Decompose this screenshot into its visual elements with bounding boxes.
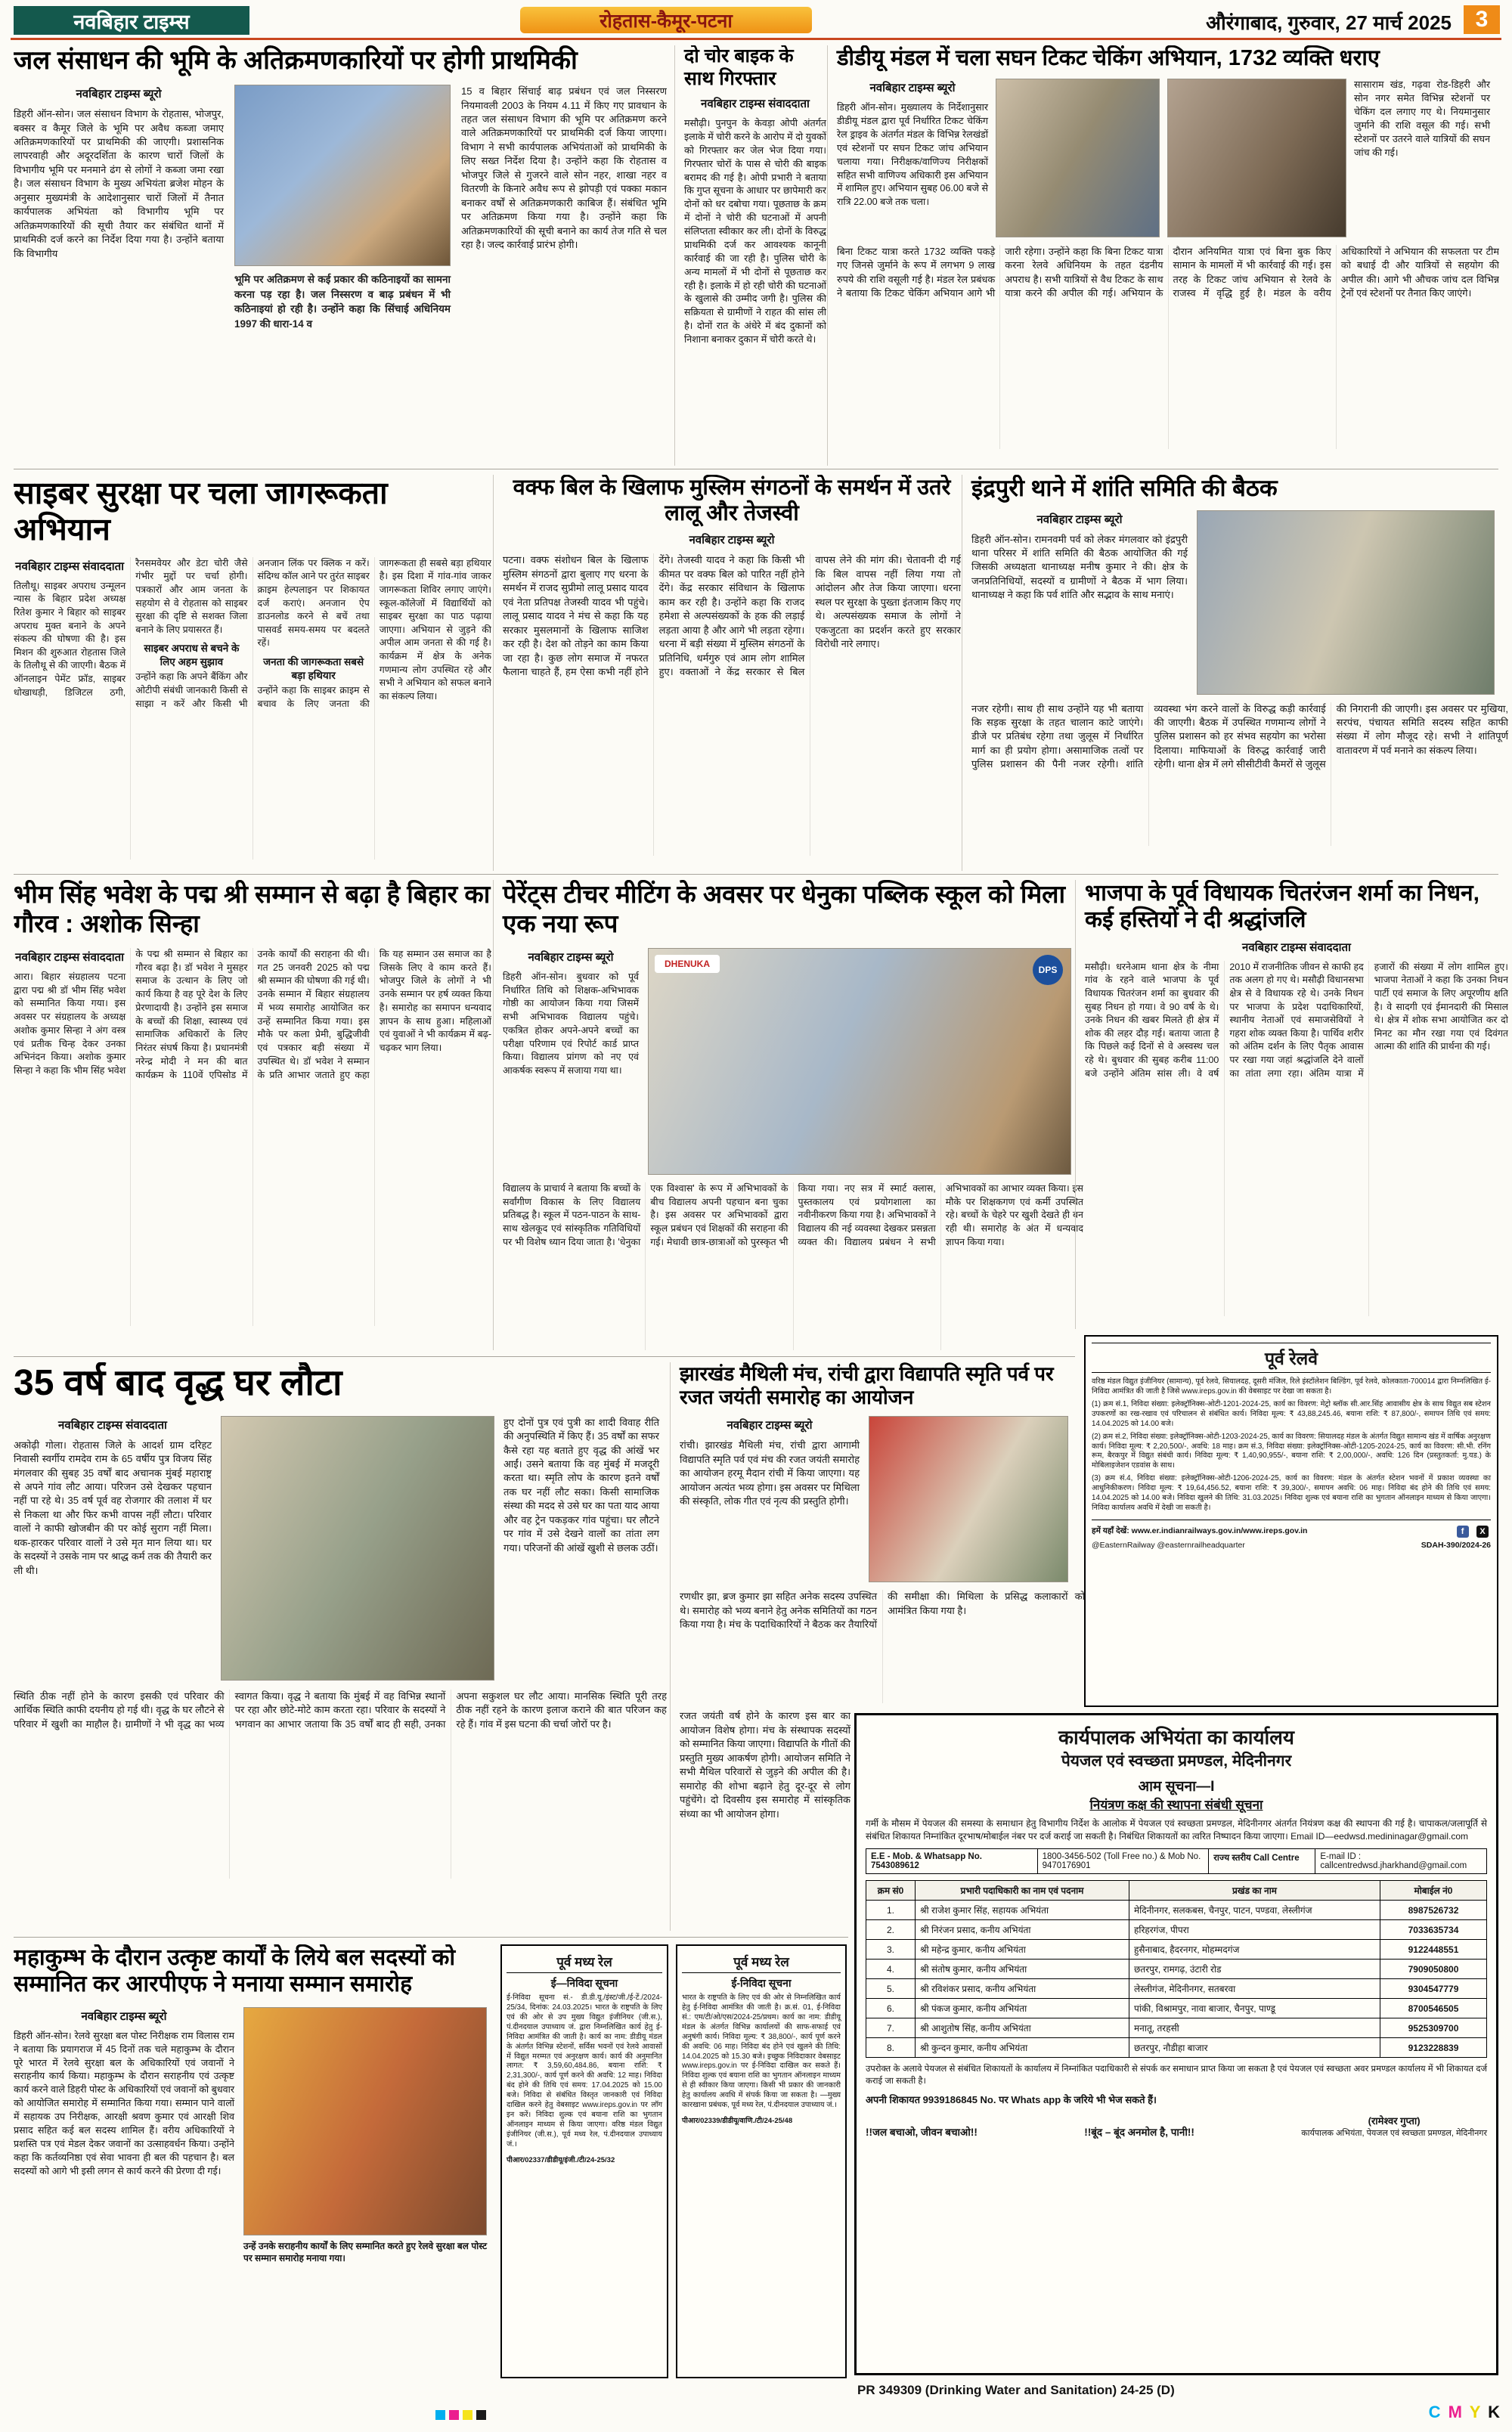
notice-note: उपरोक्त के अलावे पेयजल से संबंधित शिकायतों के कार्यालय में निम्नांकित पदाधिकारी से संपर्क कर समाधान प्राप्त किया जा सकता है एवं पेयजल एवं स्वच्छता अवर प्रमण्डल कार्यालय में भी शिकायत दर्ज कराई जा सकती है। (866, 2065, 1487, 2086)
article-column (243, 2007, 487, 2265)
article-text: सासाराम खंड, गढ़वा रोड-डिहरी और सोन नगर समेत विभिन्न स्टेशनों पर चेकिंग दल लगाए गए थे। नियमानुसार जुर्माने की राशि वसूल की गई। सभी स्टेशनों पर उतरने वाले यात्रियों की सघन जांच की गई। (1354, 79, 1490, 158)
article-text: डिहरी ऑन-सोन। रेलवे सुरक्षा बल पोस्ट निरीक्षक राम विलास राम ने बताया कि प्रयागराज में 45 दिनों तक चले महाकुम्भ के दौरान पूरे भारत में रेलवे सुरक्षा बल के अधिकारियों एवं जवानों ने सराहनीय कार्य किया। महाकुम्भ के दौरान सराहनीय एवं उत्कृष्ट कार्य करने वाले डिहरी पोस्ट के अधिकारियों एवं जवानों को बुधवार को आयोजित समारोह में सम्मानित किया गया। सम्मान पाने वालों में सहायक उप निरीक्षक, आरक्षी श्रवण कुमार एवं आरक्षी शिव प्रसाद सहित कई बल सदस्य शामिल हैं। वरीय अधिकारियों ने प्रशस्ति पत्र एवं मेडल देकर जवानों का उत्साहवर्धन किया। उन्होंने कहा कि कर्तव्यनिष्ठा एवं सेवा भावना ही बल की पहचान है। बल सदस्यों को आगे भी इसी लगन से कार्य करने की प्रेरणा दी गई। (14, 2030, 234, 2176)
article-column (14, 85, 224, 331)
article-dhenuka-school (493, 880, 1083, 1350)
officer-name: श्री संतोष कुमार, कनीय अभियंता (916, 1960, 1129, 1979)
article-ticket-checking (827, 45, 1499, 466)
byline: नवबिहार टाइम्स ब्यूरो (528, 950, 614, 964)
officer-name: श्री राजेश कुमार सिंह, सहायक अभियंता (916, 1901, 1129, 1920)
headline: महाकुम्भ के दौरान उत्कृष्ट कार्यों के लिये बल सदस्यों को सम्मानित कर आरपीएफ ने मनाया सम्मान समारोह (14, 1945, 456, 1997)
officer-name: श्री पंकज कुमार, कनीय अभियंता (916, 1999, 1129, 2018)
signatory-title: कार्यपालक अभियंता, पेयजल एवं स्वच्छता प्रमण्डल, मेदिनीनगर (1301, 2128, 1487, 2138)
article-waqf-bill (493, 475, 961, 871)
region-banner: रोहतास-कैमूर-पटना (520, 7, 812, 33)
phone-number: 9122448551 (1380, 1940, 1487, 1960)
ad-title: ई-निविदा सूचना (731, 1977, 792, 1989)
byline: नवबिहार टाइम्स संवाददाता (1242, 940, 1351, 954)
cyan-letter: C (1428, 2403, 1442, 2421)
section-rule (14, 874, 1498, 875)
slogan: !!जल बचाओ, जीवन बचाओ!! (866, 2126, 978, 2138)
table-row (866, 1940, 1487, 1960)
headline: वक्फ बिल के खिलाफ मुस्लिम संगठनों के समर्थन में उतरे लालू और तेजस्वी (513, 476, 951, 526)
tender-ref: SDAH-390/2024-26 (1421, 1540, 1491, 1550)
article-text: उन्होंने कहा कि अपने बैंकिंग और ओटीपी संबंधी जानकारी किसी से साझा न करें और किसी भी अनजान लिंक पर क्लिक न करें। संदिग्ध कॉल आने पर तुरंत साइबर क्राइम हेल्पलाइन पर शिकायत दर्ज कराएं। अनजान ऐप डाउनलोड करने से बचें तथा पासवर्ड समय-समय पर बदलते रहें। (135, 557, 370, 709)
photo-maithili-gathering (869, 1416, 1068, 1582)
headline: साइबर सुरक्षा पर चला जागरूकता अभियान (14, 476, 388, 547)
social-handles: @EasternRailway @easternrailheadquarter (1092, 1540, 1245, 1550)
newspaper-masthead: नवबिहार टाइम्स (14, 6, 249, 35)
tender-text: भारत के राष्ट्रपति के लिए एवं की ओर से निम्नलिखित कार्य हेतु ई-निविदा आमंत्रित की जाती है। क्र.सं. 01, ई-निविदा सं.: एम/टी/ओ/एस/2024-25/प्रथम। कार्य का नाम: डीडीयू मंडल के अंतर्गत विभिन्न कार्यालयों की साफ-सफाई एवं अनुषंगी कार्य। निविदा मूल्य: ₹ 38,800/-, कार्य पूर्ण करने की अवधि: 06 माह। निविदा बंद होने एवं खुलने की तिथि: 14.04.2025 को 15.30 बजे। इच्छुक निविदाकार वेबसाइट www.ireps.gov.in पर ई-निविदा दाखिल कर सकते हैं। निविदा शुल्क एवं बयाना राशि का भुगतान ऑनलाइन माध्यम से ही स्वीकार किया जाएगा। किसी भी प्रकार की जानकारी हेतु कार्यालय अवधि में संपर्क किया जा सकता है। —मुख्य कारखाना प्रबंधक, पूर्व मध्य रेल, पं.दीनदयाल उपाध्याय जं.। (682, 1994, 841, 2110)
row-sn: 7. (866, 2018, 916, 2038)
article-text: डिहरी ऑन-सोन। जल संसाधन विभाग के रोहतास, भोजपुर, बक्सर व कैमूर जिले के भूमि पर अवैध कब्जा जमाए अतिक्रमणकारियों पर प्राथमिकी की जाएगी। प्रशासनिक लापरवाही और अदूरदर्शिता के कारण चारों जिलों के विभागीय भूमि पर मनमाने ढंग से लोगों ने कब्जा जमा रखा है। जल संसाधन विभाग के मुख्य अभियंता ब्रजेश मोहन के अनुसार मुख्यमंत्री के आदेशानुसार चारों जिलों में तैनात कार्यपालक अभियंता को विभागीय भूमि पर अतिक्रमणकारियों की सूची तैयार कर संबंधित थानों में प्राथमिकी दर्ज करने का निर्देश दिया गया है। उन्होंने बताया कि विभागीय (14, 108, 224, 259)
byline: नवबिहार टाइम्स ब्यूरो (869, 82, 956, 95)
photo-railway-officials (1167, 79, 1346, 237)
contact-cell: E-mail ID : callcentredwsd.jharkhand@gmail.com (1320, 1852, 1467, 1871)
article-text: विद्यालय के प्राचार्य ने बताया कि बच्चों के सर्वांगीण विकास के लिए विद्यालय प्रतिबद्ध है। स्कूल में पठन-पाठन के साथ-साथ खेलकूद एवं सांस्कृतिक गतिविधियों पर भी विशेष ध्यान दिया जाता है। 'धेनुका एक विश्वास' के रूप में अभिभावकों के बीच विद्यालय अपनी पहचान बना चुका है। इस अवसर पर अभिभावकों द्वारा स्कूल प्रबंधन एवं शिक्षकों की सराहना की गई। मेधावी छात्र-छात्राओं को पुरस्कृत भी किया गया। नए सत्र में स्मार्ट क्लास, पुस्तकालय एवं प्रयोगशाला का नवीनीकरण किया गया है। अभिभावकों ने विद्यालय की नई व्यवस्था देखकर प्रसन्नता व्यक्त की। विद्यालय प्रबंधन ने सभी अभिभावकों का आभार व्यक्त किया। इस मौके पर शिक्षकगण एवं कर्मी उपस्थित रहे। बच्चों के चेहरे पर खुशी देखते ही बन रही थी। समारोह के अंत में धन्यवाद ज्ञापन किया गया। (503, 1182, 1083, 1247)
article-mla-obituary (1075, 880, 1508, 1329)
photo-peace-meeting (1197, 510, 1495, 695)
tender-ref: पीआर/02337/डीडीयू/इंजी./टी/24-25/32 (507, 2155, 615, 2164)
yellow-letter: Y (1469, 2403, 1482, 2421)
byline: नवबिहार टाइम्स संवाददाता (58, 1418, 167, 1432)
pull-quote: भूमि पर अतिक्रमण से कई प्रकार की कठिनाइयों का सामना करना पड़ रहा है। जल निस्सरण व बाढ़ प्रबंधन में भी कठिनाइयां हो रही है। उन्होंने कहा कि सिंचाई अधिनियम 1997 की धारा-14 व (234, 274, 451, 330)
magenta-mark (449, 2410, 459, 2420)
byline: नवबिहार टाइम्स ब्यूरो (689, 534, 775, 547)
phone-number: 9304547779 (1380, 1979, 1487, 1999)
article-text: उन्होंने कहा कि साइबर क्राइम से बचाव के लिए जनता की जागरूकता ही सबसे बड़ा हथियार है। इस दिशा में गांव-गांव जाकर जागरूकता शिविर लगाए जाएंगे। स्कूल-कॉलेजों में विद्यार्थियों को साइबर सुरक्षा का पाठ पढ़ाया जाएगा। अभियान से जुड़ने की अपील आम जनता से की गई है। कार्यक्रम में क्षेत्र के अनेक गणमान्य लोग उपस्थित रहे और सभी ने अभियान को सफल बनाने का संकल्प लिया। (257, 557, 491, 709)
block-names: मेदिनीनगर, सलकबस, चैनपुर, पाटन, पण्डवा, लेस्लीगंज (1129, 1901, 1380, 1920)
table-row (866, 1999, 1487, 2018)
block-names: छतरपुर, रामगढ़, उंटारी रोड (1129, 1960, 1380, 1979)
article-text: स्थिति ठीक नहीं होने के कारण इसकी एवं परिवार की आर्थिक स्थिति काफी दयनीय हो गई थी। वृद्ध के घर लौटने से परिवार में खुशी का माहौल है। ग्रामीणों ने भी वृद्ध का भव्य स्वागत किया। वृद्ध ने बताया कि मुंबई में वह विभिन्न स्थानों पर रहा और छोटे-मोटे काम करता रहा। परिवार के सदस्यों ने भगवान का आभार जताया कि 35 वर्षों बाद ही सही, उनका अपना सकुशल घर लौट आया। मानसिक स्थिति पूरी तरह ठीक नहीं रहने के कारण इलाज कराने की बात परिजन कह रहे हैं। गांव में इस घटना की चर्चा जोरों पर है। (14, 1690, 667, 1730)
block-names: मनातू, तरहसी (1129, 2018, 1380, 2038)
column-header: प्रखंड का नाम (1129, 1881, 1380, 1901)
article-elder-returns (14, 1362, 667, 1931)
table-row (866, 2018, 1487, 2038)
article-text: रणधीर झा, ब्रज कुमार झा सहित अनेक सदस्य उपस्थित थे। समारोह को भव्य बनाने हेतु अनेक समितियों का गठन किया गया है। मंच के पदाधिकारियों ने बैठक कर तैयारियों की समीक्षा की। मिथिला के प्रसिद्ध कलाकारों को आमंत्रित किया गया है। (680, 1591, 1085, 1631)
article-column (503, 1416, 659, 1681)
ad-ecr-tender-1 (500, 1944, 668, 2378)
black-letter: K (1488, 2403, 1501, 2421)
ad-brand: पूर्व मध्य रेल (682, 1950, 841, 1973)
officer-name: श्री आशुतोष सिंह, कनीय अभियंता (916, 2018, 1129, 2038)
section-rule (14, 1356, 1075, 1357)
block-names: हुसैनाबाद, हैदरनगर, मोहम्मदगंज (1129, 1940, 1380, 1960)
headline: डीडीयू मंडल में चला सघन टिकट चेकिंग अभियान, 1732 व्यक्ति धराए (837, 46, 1380, 70)
byline: नवबिहार टाइम्स ब्यूरो (727, 1419, 813, 1433)
article-column (680, 1416, 860, 1582)
table-row (866, 1979, 1487, 1999)
social-icons (1455, 1524, 1491, 1538)
photo-official-portrait (234, 85, 451, 266)
article-text: डिहरी ऑन-सोन। मुख्यालय के निर्देशानुसार डीडीयू मंडल द्वारा पूर्व निर्धारित टिकट चेकिंग रेल ड्राइव के अंतर्गत मंडल के विभिन्न रेलखंडों एवं स्टेशनों पर सघन टिकट जांच अभियान चलाया गया। निरीक्षक/वाणिज्य निरीक्षकों सहित सभी वाणिज्य अधिकारी इस अभियान में शामिल हुए। अभियान सुबह 06.00 बजे से रात्रि 22.00 बजे तक चला। (837, 102, 988, 208)
byline: नवबिहार टाइम्स संवाददाता (15, 559, 125, 573)
article-water-resources (14, 45, 667, 466)
yellow-mark (463, 2410, 472, 2420)
header-rule (11, 38, 1501, 40)
article-rpf-honours (14, 1944, 491, 2378)
dhenuka-logo: DHENUKA (655, 955, 720, 973)
byline: नवबिहार टाइम्स ब्यूरो (81, 2009, 167, 2023)
article-text: आरा। बिहार संग्रहालय पटना द्वारा पद्म श्री डॉ भीम सिंह भवेश को सम्मानित किया गया। इस अवसर पर संग्रहालय के अध्यक्ष अशोक कुमार सिन्हा ने अंग वस्त्र एवं प्रतीक चिन्ह देकर उनका अभिनंदन किया। अशोक कुमार सिन्हा ने कहा कि भीम सिंह भवेश के पद्म श्री सम्मान से बिहार का गौरव बढ़ा है। डॉ भवेश ने मुसहर समाज के उत्थान के लिए जो कार्य किया है वह पूरे देश के लिए प्रेरणादायी है। उन्होंने इस समाज के बच्चों की शिक्षा, स्वास्थ्य एवं सामाजिक अधिकारों के लिए निरंतर संघर्ष किया है। प्रधानमंत्री नरेन्द्र मोदी ने मन की बात कार्यक्रम के 110वें एपिसोड में उनके कार्यों की सराहना की थी। गत 25 जनवरी 2025 को पद्म श्री सम्मान की घोषणा की गई थी। उनके सम्मान में बिहार संग्रहालय में भव्य समारोह आयोजित कर उन्हें सम्मानित किया गया। इस मौके पर कला प्रेमी, बुद्धिजीवी एवं पत्रकार बड़ी संख्या में उपस्थित थे। डॉ भवेश ने सम्मान के प्रति आभार जताते हुए कहा कि यह सम्मान उस समाज का है जिसके लिए वे काम करते हैं। भोजपुर जिले के लोगों ने भी उनके सम्मान पर हर्ष व्यक्त किया है। समारोह का समापन धन्यवाद ज्ञापन के साथ हुआ। महिलाओं एवं युवाओं ने भी कार्यक्रम में बढ़-चढ़कर भाग लिया। (14, 948, 491, 1080)
x-twitter-icon: X (1476, 1526, 1489, 1538)
article-text: अकोढ़ी गोला। रोहतास जिले के आदर्श ग्राम दरिहट निवासी स्वर्गीय रामदेव राम के 65 वर्षीय पुत्र विजय सिंह मंगलवार की सुबह 35 वर्षों बाद अचानक मुंबई महाराष्ट्र से अपने गांव लौट आया। परिजन उसे देखकर पहचान नहीं पा रहे थे। 35 वर्ष पूर्व वह रोजगार की तलाश में घर से निकला था और फिर कभी वापस नहीं लौटा। परिवार वालों ने काफी खोजबीन की पर कोई सुराग नहीं मिला। थक-हारकर परिवार वालों ने उसे मृत मान लिया था। घर के सदस्यों ने उसके नाम पर श्राद्ध कर्म तक की तैयारी कर ली थी। (14, 1439, 212, 1576)
black-mark (476, 2410, 486, 2420)
ad-eastern-railway (1084, 1335, 1498, 1707)
article-text: रजत जयंती वर्ष होने के कारण इस बार का आयोजन विशेष होगा। मंच के संस्थापक सदस्यों को सम्मानित किया जाएगा। विद्यापति के गीतों की प्रस्तुति मुख्य आकर्षण होगी। आयोजन समिति ने सभी मैथिल परिवारों से जुड़ने की अपील की है। समारोह की शोभा बढ़ाने हेतु दूर-दूर से लोग पहुंचेंगे। दो दिवसीय इस समारोह में सांस्कृतिक संध्या का भी आयोजन होगा। (680, 1710, 850, 1820)
row-sn: 2. (866, 1920, 916, 1940)
article-text: रांची। झारखंड मैथिली मंच, रांची द्वारा आगामी विद्यापति स्मृति पर्व एवं मंच की रजत जयंती समारोह का आयोजन हरमू मैदान रांची में किया जाएगा। यह आयोजन अत्यंत भव्य होगा। इस अवसर पर मिथिला की संस्कृति, लोक गीत एवं नृत्य की प्रस्तुति होगी। (680, 1439, 860, 1507)
tender-text: ई-निविदा सूचना सं.- डी.डी.यू./इंस्ट/जी./ई-टें./2024-25/34, दिनांक: 24.03.2025। भारत के राष्ट्रपति के लिए एवं की ओर से उप मुख्य विद्युत इंजीनियर (जी.स.), पं.दीनदयाल उपाध्याय जं. द्वारा निम्नलिखित कार्य हेतु ई-निविदा आमंत्रित की जाती है। कार्य का नाम: डीडीयू मंडल के अंतर्गत विभिन्न स्टेशनों, सर्विस भवनों एवं रेलवे आवासों में विद्युत मरम्मत एवं अनुरक्षण कार्य। कार्य की अनुमानित लागत: ₹ 3,59,60,484.86, बयाना राशि: ₹ 2,31,300/-, कार्य पूर्ण करने की अवधि: 12 माह। निविदा बंद होने की तिथि एवं समय: 17.04.2025 को 15.00 बजे। निविदा से संबंधित विस्तृत जानकारी एवं निविदा दाखिल करने हेतु वेबसाइट www.ireps.gov.in पर लॉग इन करें। निविदा शुल्क एवं बयाना राशि का भुगतान ऑनलाइन माध्यम से किया जाएगा। वरिष्ठ मंडल विद्युत इंजीनियर (जी.स.), पूर्व मध्य रेल, पं.दीनदयाल उपाध्याय जं.। (507, 1994, 662, 2149)
sub-headline: जनता की जागरूकता सबसे बड़ा हथियार (263, 656, 364, 682)
officer-name: श्री निरंजन प्रसाद, कनीय अभियंता (916, 1920, 1129, 1940)
contact-cell: 1800-3456-502 (Toll Free no.) & Mob No. 9470176901 (1038, 1849, 1210, 1873)
facebook-icon: f (1457, 1526, 1469, 1538)
magenta-letter: M (1448, 2403, 1464, 2421)
tender-ref: पीआर/02339/डीडीयू/वाणि./टी/24-25/48 (682, 2117, 793, 2126)
article-column (971, 510, 1188, 695)
pr-reference-line: PR 349309 (Drinking Water and Sanitation) 24-25 (D) (857, 2383, 1175, 2397)
byline: नवबिहार टाइम्स ब्यूरो (76, 88, 162, 101)
division-name: पेयजल एवं स्वच्छता प्रमण्डल, मेदिनीनगर (1061, 1752, 1292, 1770)
table-row (866, 1920, 1487, 1940)
row-sn: 8. (866, 2038, 916, 2058)
table-row (866, 2038, 1487, 2058)
officer-name: श्री महेन्द्र कुमार, कनीय अभियंता (916, 1940, 1129, 1960)
notice-intro: गर्मी के मौसम में पेयजल की समस्या के समाधान हेतु विभागीय निर्देश के आलोक में पेयजल एवं स्वच्छता प्रमण्डल, मेदिनीनगर अंतर्गत नियंत्रण कक्ष की स्थापना की गई है। चापाकल/जलापूर्ति से संबंधित शिकायत निम्नांकित दूरभाष/मोबाईल नंबर पर दर्ज कराई जा सकती है। निबंधित शिकायतों का त्वरित निष्पादन किया जाएगा। Email ID—eedwsd.medininagar@gmail.com (866, 1818, 1487, 1842)
article-peace-committee (962, 475, 1508, 871)
byline: नवबिहार टाइम्स ब्यूरो (1036, 513, 1123, 526)
article-column (14, 2007, 234, 2265)
dps-logo: DPS (1033, 955, 1063, 985)
row-sn: 5. (866, 1979, 916, 1999)
office-name: कार्यपालक अभियंता का कार्यालय (1058, 1726, 1294, 1749)
headline: 35 वर्ष बाद वृद्ध घर लौटा (14, 1363, 342, 1403)
phone-number: 7909050800 (1380, 1960, 1487, 1979)
article-column (837, 79, 988, 237)
photo-honour-ceremony (243, 2007, 487, 2235)
tender-text: (3) क्रम सं.4, निविदा संख्या: इलेक्ट्रॉनिक्स-ओटी-1206-2024-25, कार्य का विवरण: मंडल के अंतर्गत स्टेशन भवनों में प्रकाश व्यवस्था का आधुनिकीकरण। निविदा मूल्य: ₹ 19,64,456.52, बयाना राशि: ₹ 39,300/-, समापन अवधि: 06 माह। निविदा बंद होने की तिथि एवं समय: 14.04.2025 को 14.00 बजे। निविदा खुलने की तिथि: 31.03.2025। निविदा शुल्क एवं बयाना राशि का भुगतान ऑनलाइन माध्यम से किया जाएगा। निविदा कार्यालय अवधि में देखी जा सकती है। (1092, 1474, 1491, 1513)
contact-cell: राज्य स्तरीय Call Centre (1209, 1849, 1315, 1873)
article-column (234, 85, 451, 331)
row-sn: 4. (866, 1960, 916, 1979)
signature-block (1301, 2114, 1487, 2139)
article-text: बिना टिकट यात्रा करते 1732 व्यक्ति पकड़े गए जिनसे जुर्माने के रूप में लगभग 9 लाख रुपये की राशि वसूली गई है। मंडल रेल प्रबंधक ने बताया कि टिकट चेकिंग अभियान आगे भी जारी रहेगा। उन्होंने कहा कि बिना टिकट यात्रा करना रेलवे अधिनियम के तहत दंडनीय अपराध है। सभी यात्रियों से वैध टिकट के साथ यात्रा करने की अपील की गई। अभियान के दौरान अनियमित यात्रा एवं बिना बुक किए सामान के मामलों में भी कार्रवाई की गई। इस तरह के टिकट जांच अभियान से रेलवे के राजस्व में वृद्धि हुई है। मंडल के वरीय अधिकारियों ने अभियान की सफलता पर टीम को बधाई दी और यात्रियों से सहयोग की अपील की। आगे भी औचक जांच दल विभिन्न ट्रेनों एवं स्टेशनों पर तैनात किए जाएंगे। (837, 246, 1499, 299)
block-names: लेस्लीगंज, मेदिनीनगर, सतबरवा (1129, 1979, 1380, 1999)
article-column (461, 85, 667, 331)
page-number-badge: 3 (1464, 5, 1500, 34)
article-text: हुए दोनों पुत्र एवं पुत्री का शादी विवाह रीति की अनुपस्थिति में किए हैं। 35 वर्षों का सफर कैसे रहा यह बताते हुए वृद्ध की आंखें भर आईं। उसने बताया कि वह मुंबई में मजदूरी करता था। स्मृति लोप के कारण इतने वर्षों तक घर नहीं लौट सका। किसी सामाजिक संस्था की मदद से उसे घर का पता याद आया और वह ट्रेन पकड़कर गांव पहुंचा। घर लौटने पर गांव में उसे देखने वालों का तांता लग गया। परिजनों की आंखें खुशी से छलक उठीं। (503, 1416, 659, 1554)
ad-title: पूर्व रेलवे (1092, 1343, 1491, 1373)
article-cyber-awareness (14, 475, 491, 871)
byline: नवबिहार टाइम्स संवाददाता (701, 98, 810, 110)
headline: दो चोर बाइक के साथ गिरफ्तार (684, 45, 794, 89)
notice-subtitle: नियंत्रण कक्ष की स्थापना संबंधी सूचना (1089, 1798, 1263, 1812)
tender-text: (2) क्रम सं.2, निविदा संख्या: इलेक्ट्रॉनिक्स-ओटी-1203-2024-25, कार्य का विवरण: सियालदह मंडल के अंतर्गत विद्युत सामान्य खंड में वार्षिक अनुरक्षण कार्य। निविदा मूल्य: ₹ 2,20,500/-, अवधि: 18 माह। क्रम सं.3, निविदा संख्या: इलेक्ट्रॉनिक्स-ओटी-1205-2024-25, कार्य का विवरण: सी.भी. रनिंग रूम, बैरकपुर में विद्युत संबंधी कार्य। निविदा मूल्य: ₹ 1,40,90,955/-, बयाना राशि: ₹ 2,00,000/-, अवधि: 126 दिन (प्रस्तुतकर्ता: मु.यड.) के मोबिलाइजेशन एडवांस के साथ। (1092, 1432, 1491, 1470)
headline: भीम सिंह भवेश के पद्म श्री सम्मान से बढ़ा है बिहार का गौरव : अशोक सिन्हा (14, 880, 491, 937)
photo-ticket-checking-station (996, 79, 1160, 237)
column-header: प्रभारी पदाधिकारी का नाम एवं पदनाम (916, 1881, 1129, 1901)
section-rule (14, 1937, 848, 1938)
table-header-row (866, 1881, 1487, 1901)
row-sn: 3. (866, 1940, 916, 1960)
slogan: !!बूंद – बूंद अनमोल है, पानी!! (1084, 2126, 1194, 2138)
headline: भाजपा के पूर्व विधायक चितरंजन शर्मा का निधन, कई हस्तियों ने दी श्रद्धांजलि (1085, 881, 1480, 933)
article-text: मसौढ़ी। धरनेआम थाना क्षेत्र के नीमा गांव के रहने वाले भाजपा के पूर्व विधायक चितरंजन शर्मा का बुधवार की सुबह निधन हो गया। वे 90 वर्ष के थे। उनके निधन की खबर मिलते ही क्षेत्र में शोक की लहर दौड़ गई। बताया जाता है कि पिछले कई दिनों से वे अस्वस्थ चल रहे थे। बुधवार की सुबह करीब 11:00 बजे उन्होंने अंतिम सांस ली। वे वर्ष 2010 में राजनीतिक जीवन से काफी हद तक अलग हो गए थे। मसौढ़ी विधानसभा क्षेत्र से वे विधायक रहे थे। उनके निधन पर भाजपा के प्रदेश पदाधिकारियों, स्थानीय नेताओं एवं समाजसेवियों ने गहरा शोक व्यक्त किया है। पार्थिव शरीर को अंतिम दर्शन के लिए पैतृक आवास पर रखा गया जहां श्रद्धांजलि देने वालों का तांता लगा रहा। अंतिम यात्रा में हजारों की संख्या में लोग शामिल हुए। भाजपा नेताओं ने कहा कि उनका निधन पार्टी एवं समाज के लिए अपूरणीय क्षति है। वे सादगी एवं ईमानदारी की मिसाल थे। क्षेत्र में शोक सभा आयोजित कर दो मिनट का मौन रखा गया एवं दिवंगत आत्मा की शांति की प्रार्थना की गई। (1085, 961, 1508, 1079)
article-text: डिहरी ऑन-सोन। बुधवार को पूर्व निर्धारित तिथि को शिक्षक-अभिभावक गोष्ठी का आयोजन किया गया जिसमें सभी अभिभावक विद्यालय पहुंचे। एकत्रित होकर अपने-अपने बच्चों का परीक्षा परिणाम एवं रिपोर्ट कार्ड प्राप्त किया। विद्यालय प्रांगण को नए एवं आकर्षक स्वरूप में सजाया गया था। (503, 971, 639, 1077)
registration-marks (435, 2410, 486, 2420)
phone-number: 7033635734 (1380, 1920, 1487, 1940)
headline: जल संसाधन की भूमि के अतिक्रमणकारियों पर होगी प्राथमिकी (14, 46, 578, 75)
signatory-name: (रामेश्वर गुप्ता) (1368, 2114, 1421, 2127)
column-header: मोबाईल नं0 (1380, 1881, 1487, 1901)
headline: इंद्रपुरी थाने में शांति समिति की बैठक (971, 475, 1278, 501)
table-row (866, 1960, 1487, 1979)
article-text: पटना। वक्फ संशोधन बिल के खिलाफ मुस्लिम संगठनों द्वारा बुलाए गए धरना के समर्थन में राजद सुप्रीमो लालू प्रसाद यादव एवं नेता प्रतिपक्ष तेजस्वी यादव भी पहुंचे। लालू प्रसाद यादव ने मंच से कहा कि यह सरकार मुसलमानों के खिलाफ साजिश कर रही है। देश को तोड़ने का काम किया जा रहा है। कुछ लोग समाज में नफरत फैलाना चाहते हैं, हम ऐसा कभी नहीं होने देंगे। तेजस्वी यादव ने कहा कि किसी भी कीमत पर वक्फ बिल को पारित नहीं होने देंगे। केंद्र सरकार संविधान के खिलाफ काम कर रही है। उन्होंने कहा कि राजद हमेशा से अल्पसंख्यकों के हक की लड़ाई लड़ता आया है और आगे भी लड़ता रहेगा। धरना में बड़ी संख्या में मुस्लिम संगठनों के प्रतिनिधि, धर्मगुरु एवं आम लोग शामिल हुए। वक्ताओं ने केंद्र सरकार से बिल वापस लेने की मांग की। चेतावनी दी गई कि बिल वापस नहीं लिया गया तो आंदोलन और तेज किया जाएगा। धरना स्थल पर सुरक्षा के पुख्ता इंतजाम किए गए थे। अल्पसंख्यक समाज के लोगों ने एकजुटता का प्रदर्शन करते हुए सरकार विरोधी नारे लगाए। (503, 554, 961, 678)
block-names: छतरपुर, नौडीहा बाजार (1129, 2038, 1380, 2058)
article-text: तिलौथू। साइबर अपराध उन्मूलन न्यास के बिहार प्रदेश अध्यक्ष रितेश कुमार ने बिहार को साइबर अपराध मुक्त बनाने के अपने संकल्प की घोषणा की है। इस मिशन की शुरुआत रोहतास जिले के तिलौथू से की जाएगी। बैठक में ऑनलाइन पेमेंट फ्रॉड, साइबर धोखाधड़ी, डिजिटल ठगी, रैनसमवेयर और डेटा चोरी जैसे गंभीर मुद्दों पर चर्चा होगी। पत्रकारों और आम जनता के सहयोग से वे रोहतास को साइबर सुरक्षा की दृष्टि से सशक्त जिला बनाने के लिए प्रयासरत हैं। (14, 557, 248, 698)
edition-dateline: औरंगाबाद, गुरुवार, 27 मार्च 2025 (1206, 11, 1452, 34)
row-sn: 1. (866, 1901, 916, 1920)
notice-title: आम सूचना—I (1138, 1779, 1215, 1795)
tender-text: वरिष्ठ मंडल विद्युत इंजीनियर (सामान्य), पूर्व रेलवे, सियालदह, दूसरी मंजिल, रिले इंस्टॉलेशन बिल्डिंग, पूर्व रेलवे, कोलकाता-700014 द्वारा निम्नलिखित ई-निविदा आमंत्रित की जाती है जिसे www.ireps.gov.in की वेबसाइट पर देखा जा सकता है। (1092, 1377, 1491, 1396)
byline: नवबिहार टाइम्स संवाददाता (15, 950, 125, 964)
whatsapp-note: अपनी शिकायत 9939186845 No. पर Whats app के जरिये भी भेज सकते हैं। (866, 2093, 1157, 2105)
article-padma-shri (14, 880, 491, 1350)
phone-number: 9525309700 (1380, 2018, 1487, 2038)
tender-text: (1) क्रम सं.1, निविदा संख्या: इलेक्ट्रॉनिक्स-ओटी-1201-2024-25, कार्य का विवरण: मेट्रो ब्लॉक सी.आर.सिंह आवासीय क्षेत्र के साथ विद्युत सब स्टेशन उपकरणों का रख-रखाव एवं परिचालन से संबंधित कार्य। निविदा मूल्य: ₹ 43,88,245.46, बयाना राशि: ₹ 87,800/-, समापन तिथि एवं समय: 14.04.2025 को 14.00 बजे। (1092, 1399, 1491, 1428)
ad-water-control-room (854, 1713, 1498, 2375)
article-text: डिहरी ऑन-सोन। रामनवमी पर्व को लेकर मंगलवार को इंद्रपुरी थाना परिसर में शांति समिति की बैठक आयोजित की गई जिसकी अध्यक्षता थानाध्यक्ष मनीष कुमार ने की। क्षेत्र के जनप्रतिनिधियों, सदस्यों व ग्रामीणों ने बैठक में भाग लिया। थानाध्यक्ष ने कहा कि पर्व शांति और सद्भाव के साथ मनाएं। (971, 533, 1188, 601)
officer-name: श्री कुन्दन कुमार, कनीय अभियंता (916, 2038, 1129, 2058)
control-room-table (866, 1880, 1487, 2058)
phone-number: 8987526732 (1380, 1901, 1487, 1920)
photo-elder-family (221, 1416, 494, 1681)
sub-headline: साइबर अपराध से बचने के लिए अहम सुझाव (144, 643, 240, 668)
article-text: 15 व बिहार सिंचाई बाढ़ प्रबंधन एवं जल निस्सरण नियमावली 2003 के नियम 4.11 में किए गए प्रावधान के तहत जल संसाधन विभाग की भूमि पर अतिक्रमण करने वाले अतिक्रमणकारियों पर प्राथमिकी दर्ज किया जाएगा। विभाग ने सभी कार्यपालक अभियंताओं को प्राथमिकी के लिए सख्त निर्देश दिया है। उन्होंने कहा कि रोहतास व भोजपुर जिले से गुजरने वाले सोन नहर, शाखा नहर व वितरणी के किनारे अवैध रूप से झोपड़ी एवं पक्का मकान बनाकर वर्षों से अतिक्रमणकारी काबिज हैं। संबंधित भूमि पर अतिक्रमण किया गया है। उन्होंने कहा कि अतिक्रमणकारियों की सूची बनाने का कार्य तेज गति से चल रहा है। जल्द कार्रवाई प्रारंभ होगी। (461, 85, 667, 251)
column-header: क्रम सं0 (866, 1881, 916, 1901)
photo-caption: उन्हें उनके सराहनीय कार्यों के लिए सम्मानित करते हुए रेलवे सुरक्षा बल पोस्ट पर सम्मान समारोह मनाया गया। (243, 2240, 487, 2264)
article-text: मसौढ़ी। पुनपुन के केवड़ा ओपी अंतर्गत इलाके में चोरी करने के आरोप में दो युवकों को गिरफ्तार कर जेल भेज दिया गया। गिरफ्तार चोरों के पास से चोरी की बाइक बरामद की गई है। ओपी प्रभारी ने बताया कि गुप्त सूचना के आधार पर छापेमारी कर दोनों को धर दबोचा गया। पूछताछ के क्रम में दोनों ने चोरी की घटनाओं में अपनी संलिप्तता स्वीकार कर ली। दोनों के विरुद्ध प्राथमिकी दर्ज कर आवश्यक कानूनी कार्रवाई की जा रही है। पुलिस चोरी के अन्य मामलों में भी दोनों से पूछताछ कर रही है। इलाके में हो रही चोरी की घटनाओं के खुलासे की उम्मीद जगी है। पुलिस की सक्रियता से ग्रामीणों ने राहत की सांस ली है। दोनों रात के अंधेरे में बंद दुकानों को निशाना बनाकर दुकान में चोरी करते थे। (684, 118, 826, 345)
table-row (866, 1901, 1487, 1920)
cmyk-marks (1429, 2403, 1501, 2422)
phone-number: 9123228839 (1380, 2038, 1487, 2058)
contact-cell: E.E - Mob. & Whatsapp No. 7543089612 (866, 1849, 1038, 1873)
cyan-mark (435, 2410, 445, 2420)
officer-name: श्री रविशंकर प्रसाद, कनीय अभियंता (916, 1979, 1129, 1999)
headline: पेरेंट्स टीचर मीटिंग के अवसर पर धेनुका पब्लिक स्कूल को मिला एक नया रूप (503, 880, 1066, 937)
phone-number: 8700546505 (1380, 1999, 1487, 2018)
block-names: हरिहरगंज, पीपरा (1129, 1920, 1380, 1940)
article-column (14, 1416, 212, 1681)
article-column (1354, 79, 1490, 237)
ad-ecr-tender-2 (676, 1944, 847, 2378)
row-sn: 6. (866, 1999, 916, 2018)
website-line: हमें यहाँ देखें: www.er.indianrailways.gov.in/www.ireps.gov.in (1092, 1526, 1308, 1535)
ad-brand: पूर्व मध्य रेल (507, 1950, 662, 1973)
article-thieves-arrested (674, 45, 826, 466)
ad-title: ई—निविदा सूचना (550, 1977, 618, 1989)
article-text: नजर रहेगी। साथ ही साथ उन्होंने यह भी बताया कि सड़क सुरक्षा के तहत चालान काटे जाएंगे। डीजे पर प्रतिबंध रहेगा तथा जुलूस में निर्धारित मार्ग का ही प्रयोग होगा। असामाजिक तत्वों पर पुलिस प्रशासन की पैनी नजर रहेगी। शांति व्यवस्था भंग करने वालों के विरुद्ध कड़ी कार्रवाई की जाएगी। बैठक में उपस्थित गणमान्य लोगों ने पुलिस प्रशासन को हर संभव सहयोग का भरोसा दिलाया। माफियाओं के विरुद्ध कार्रवाई जारी रहेगी। थाना क्षेत्र में लगे सीसीटीवी कैमरों से जुलूस की निगरानी की जाएगी। इस अवसर पर मुखिया, सरपंच, पंचायत समिति सदस्य सहित काफी संख्या में लोग मौजूद रहे। सभी ने शांतिपूर्ण वातावरण में पर्व मनाने का संकल्प लिया। (971, 702, 1508, 770)
headline: झारखंड मैथिली मंच, रांची द्वारा विद्यापति स्मृति पर्व पर रजत जयंती समारोह का आयोजन (680, 1362, 1054, 1408)
block-names: पांकी, विश्रामपुर, नावा बाजार, चैनपुर, पाण्डू (1129, 1999, 1380, 2018)
article-column (503, 948, 639, 1175)
photo-school-group (648, 948, 1071, 1175)
